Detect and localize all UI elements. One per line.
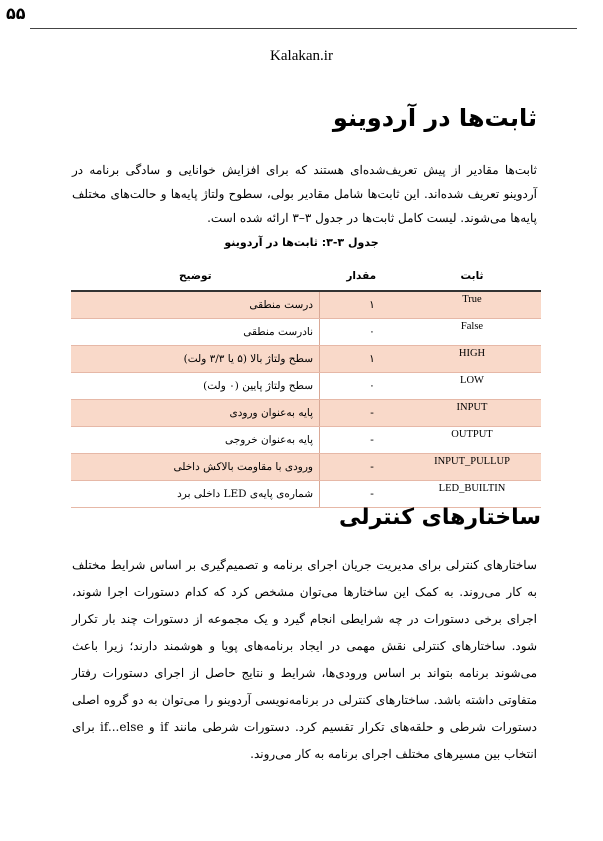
constants-paragraph: ثابت‌ها مقادیر از پیش تعریف‌شده‌ای هستند که برای افزایش خوانایی و سادگی برنامه در آردوینو تعریف شده‌اند. این ثابت‌ها شامل مقادیر بولی، سطوح ولتاژ پایه‌ها و حالت‌های مختلف پایه‌ها می‌شوند. لیست کامل ثابت‌ها در جدول ۳–۳ ارائه شده است. [72, 163, 537, 225]
row-value: ۰ [320, 319, 404, 346]
row-description: پایه به‌عنوان خروجی [71, 427, 320, 454]
table-row [71, 400, 541, 427]
header-value: مقدار [320, 262, 404, 291]
page-number: ۵۵ [6, 4, 26, 23]
row-constant: OUTPUT [403, 427, 541, 454]
control-structures-paragraph: ساختارهای کنترلی برای مدیریت جریان اجرای برنامه و تصمیم‌گیری بر اساس شرایط مختلف به کار می‌روند. به کمک این ساختارها می‌توان مشخص کرد که کدام دستورات اجرا شوند، اجرای برخی دستورات در چه شرایطی انجام گیرد و یک مجموعه از دستورات چند بار تکرار شود. ساختارهای کنترلی نقش مهمی در ایجاد برنامه‌های پویا و هوشمند دارند؛ زیرا باعث می‌شوند برنامه بتواند بر اساس ورودی‌ها، شرایط و نتایج حاصل از اجرای دستورات رفتار متفاوتی داشته باشد. ساختارهای کنترلی در برنامه‌نویسی آردوینو را می‌توان به دو گروه اصلی دستورات شرطی و حلقه‌های تکرار تقسیم کرد. دستورات شرطی مانند if و if...else برای انتخاب بین مسیرهای مختلف اجرای برنامه به کار می‌روند. [72, 558, 537, 761]
table-row [71, 291, 541, 319]
row-value: - [320, 454, 404, 481]
row-description: شماره‌ی پایه‌ی LED داخلی برد [71, 481, 320, 508]
row-value: ۱ [320, 291, 404, 319]
header-description: توضیح [71, 262, 320, 291]
row-value: - [320, 427, 404, 454]
row-value: ۱ [320, 346, 404, 373]
row-description: پایه به‌عنوان ورودی [71, 400, 320, 427]
table-row [71, 427, 541, 454]
header-rule [30, 28, 577, 29]
row-constant: INPUT [403, 400, 541, 427]
table-row [71, 319, 541, 346]
row-value: ۰ [320, 373, 404, 400]
table-row [71, 373, 541, 400]
row-constant: HIGH [403, 346, 541, 373]
row-constant: LOW [403, 373, 541, 400]
table-caption: جدول ۳-۳: ثابت‌ها در آردوینو [224, 236, 379, 249]
table-row [71, 346, 541, 373]
section-title-control-structures: ساختارهای کنترلی [339, 505, 541, 530]
row-value: - [320, 400, 404, 427]
row-value: - [320, 481, 404, 508]
table-row [71, 481, 541, 508]
header-constant: ثابت [403, 262, 541, 291]
row-description: درست منطقی [71, 291, 320, 319]
row-constant: INPUT_PULLUP [403, 454, 541, 481]
row-constant: True [403, 291, 541, 319]
row-description: ورودی با مقاومت بالاکش داخلی [71, 454, 320, 481]
table-header-row [71, 262, 541, 291]
row-description: سطح ولتاژ بالا (۵ یا ۳/۳ ولت) [71, 346, 320, 373]
row-constant: LED_BUILTIN [403, 481, 541, 508]
row-description: سطح ولتاژ پایین (۰ ولت) [71, 373, 320, 400]
constants-table [71, 262, 541, 508]
row-description: نادرست منطقی [71, 319, 320, 346]
section-title-constants: ثابت‌ها در آردوینو [332, 104, 537, 132]
table-row [71, 454, 541, 481]
site-name: Kalakan.ir [270, 48, 333, 64]
row-constant: False [403, 319, 541, 346]
